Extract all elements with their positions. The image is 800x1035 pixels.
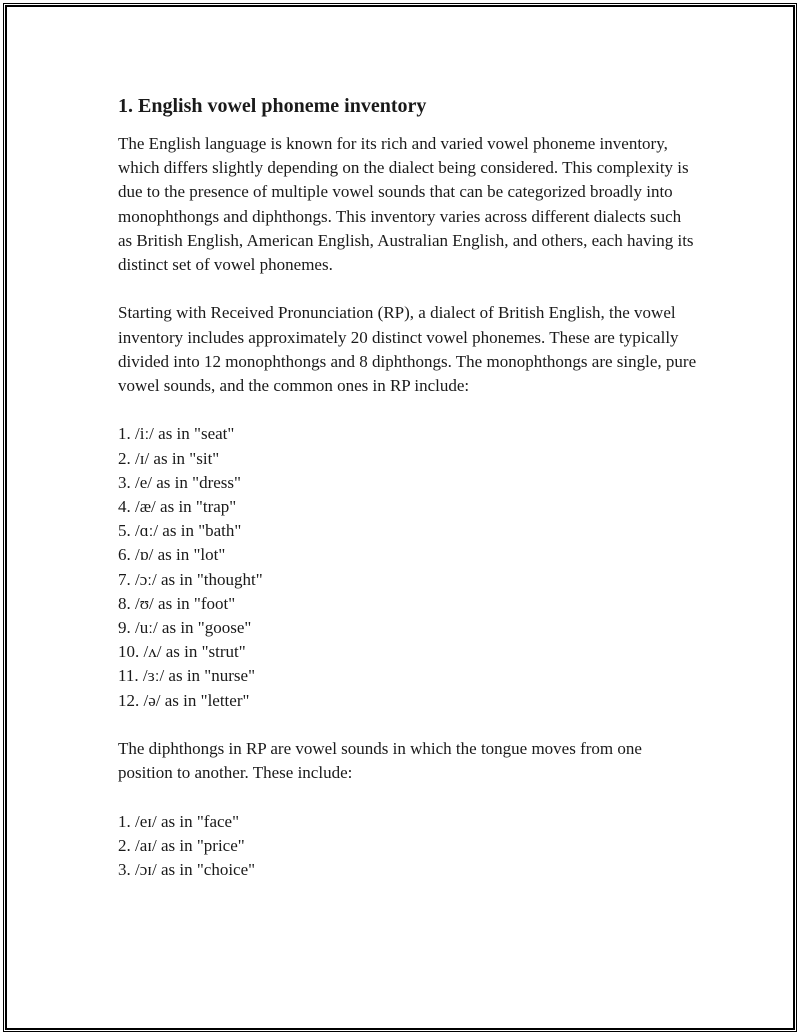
list-item: 5. /ɑː/ as in "bath" [118,521,242,541]
list-item: 8. /ʊ/ as in "foot" [118,593,236,613]
diphthong-paragraph: The diphthongs in RP are vowel sounds in which the tongue moves from one position to another. These include: [118,739,642,783]
document-body [118,92,698,906]
intro-paragraph: The English language is known for its rich and varied vowel phoneme inventory, which differs slightly depending on the dialect being considered. This complexity is due to the presence of multiple vowel sounds that can be categorized broadly into monophthongs and diphthongs. This inventory varies across different dialects such as British English, American English, Australian English, and others, each having its distinct set of vowel phonemes. [118,134,694,275]
list-item: 2. /aɪ/ as in "price" [118,835,245,855]
list-item: 11. /ɜː/ as in "nurse" [118,666,256,686]
list-item: 10. /ʌ/ as in "strut" [118,642,246,662]
list-item: 3. /ɔɪ/ as in "choice" [118,860,256,880]
diphthong-list [118,810,698,883]
list-item: 3. /e/ as in "dress" [118,472,241,492]
list-item: 12. /ə/ as in "letter" [118,690,250,710]
list-item: 2. /ɪ/ as in "sit" [118,448,220,468]
list-item: 1. /iː/ as in "seat" [118,424,235,444]
monophthong-list [118,422,698,712]
list-item: 1. /eɪ/ as in "face" [118,811,240,831]
rp-paragraph: Starting with Received Pronunciation (RP), a dialect of British English, the vowel inventory includes approximately 20 distinct vowel phonemes. These are typically divided into 12 monophthongs and 8 diphthongs. The monophthongs are single, pure vowel sounds, and the common ones in RP include: [118,303,697,396]
list-item: 9. /uː/ as in "goose" [118,618,252,638]
list-item: 4. /æ/ as in "trap" [118,497,237,517]
section-heading: 1. English vowel phoneme inventory [118,95,427,117]
list-item: 6. /ɒ/ as in "lot" [118,545,226,565]
list-item: 7. /ɔː/ as in "thought" [118,569,263,589]
